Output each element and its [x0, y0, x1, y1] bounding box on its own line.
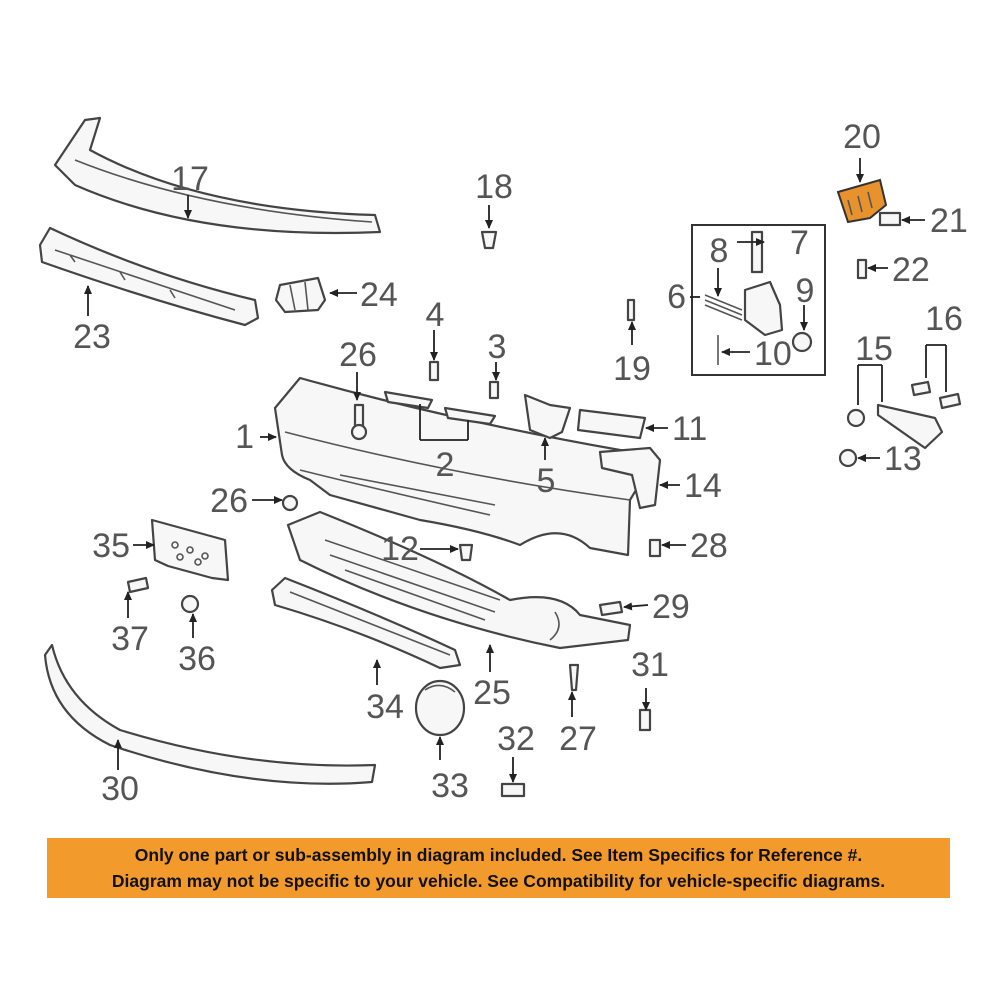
callout-37: 37 [111, 620, 149, 658]
fog-lamp-cover-part [416, 681, 464, 735]
disclaimer-line-1: Only one part or sub-assembly in diagram included. See Item Specifics for Reference #. [134, 845, 863, 865]
callout-25: 25 [473, 674, 511, 712]
callout-36: 36 [178, 640, 216, 678]
callout-9: 9 [795, 272, 815, 310]
highlighted-part-20 [838, 180, 886, 222]
callout-16: 16 [925, 300, 963, 338]
callout-20: 20 [843, 118, 881, 156]
callout-11: 11 [672, 410, 708, 448]
callout-28: 28 [690, 527, 728, 565]
callout-35: 35 [92, 527, 130, 565]
callout-33: 33 [431, 767, 469, 805]
mount-bracket-part [525, 395, 570, 438]
callout-10: 10 [754, 335, 792, 373]
callout-24: 24 [360, 276, 398, 314]
callout-32: 32 [497, 720, 535, 758]
callout-23: 23 [73, 318, 111, 356]
callout-5: 5 [536, 462, 556, 500]
callout-6: 6 [667, 278, 686, 316]
energy-absorber-part [40, 228, 258, 325]
reinforcement-part [578, 410, 645, 438]
callout-14: 14 [684, 467, 722, 505]
callout-22: 22 [892, 251, 930, 289]
callout-15: 15 [855, 330, 893, 368]
callout-31: 31 [631, 646, 669, 684]
callout-13: 13 [884, 440, 922, 478]
callout-21: 21 [930, 202, 968, 240]
corner-bracket-part [276, 278, 325, 312]
clip-part-21 [880, 213, 900, 225]
callout-30: 30 [101, 770, 139, 808]
callout-29: 29 [652, 588, 690, 626]
disclaimer-banner [47, 838, 950, 898]
callout-19: 19 [613, 350, 651, 388]
callout-26-left: 26 [210, 482, 248, 520]
callout-4: 4 [425, 296, 445, 334]
callout-2: 2 [435, 446, 455, 484]
license-bracket-part [152, 520, 228, 580]
callout-27: 27 [559, 720, 597, 758]
callout-12: 12 [381, 530, 419, 568]
callout-7: 7 [790, 224, 809, 262]
callout-26-top: 26 [339, 336, 377, 374]
callout-34: 34 [366, 688, 404, 726]
callout-1: 1 [235, 418, 254, 456]
callout-8: 8 [709, 232, 729, 270]
upper-cover-part [55, 118, 380, 233]
callout-17: 17 [171, 160, 209, 198]
disclaimer-line-2: Diagram may not be specific to your vehicle. See Compatibility for vehicle-specific diagrams. [111, 871, 886, 891]
callout-18: 18 [475, 168, 513, 206]
callout-3: 3 [487, 328, 507, 366]
